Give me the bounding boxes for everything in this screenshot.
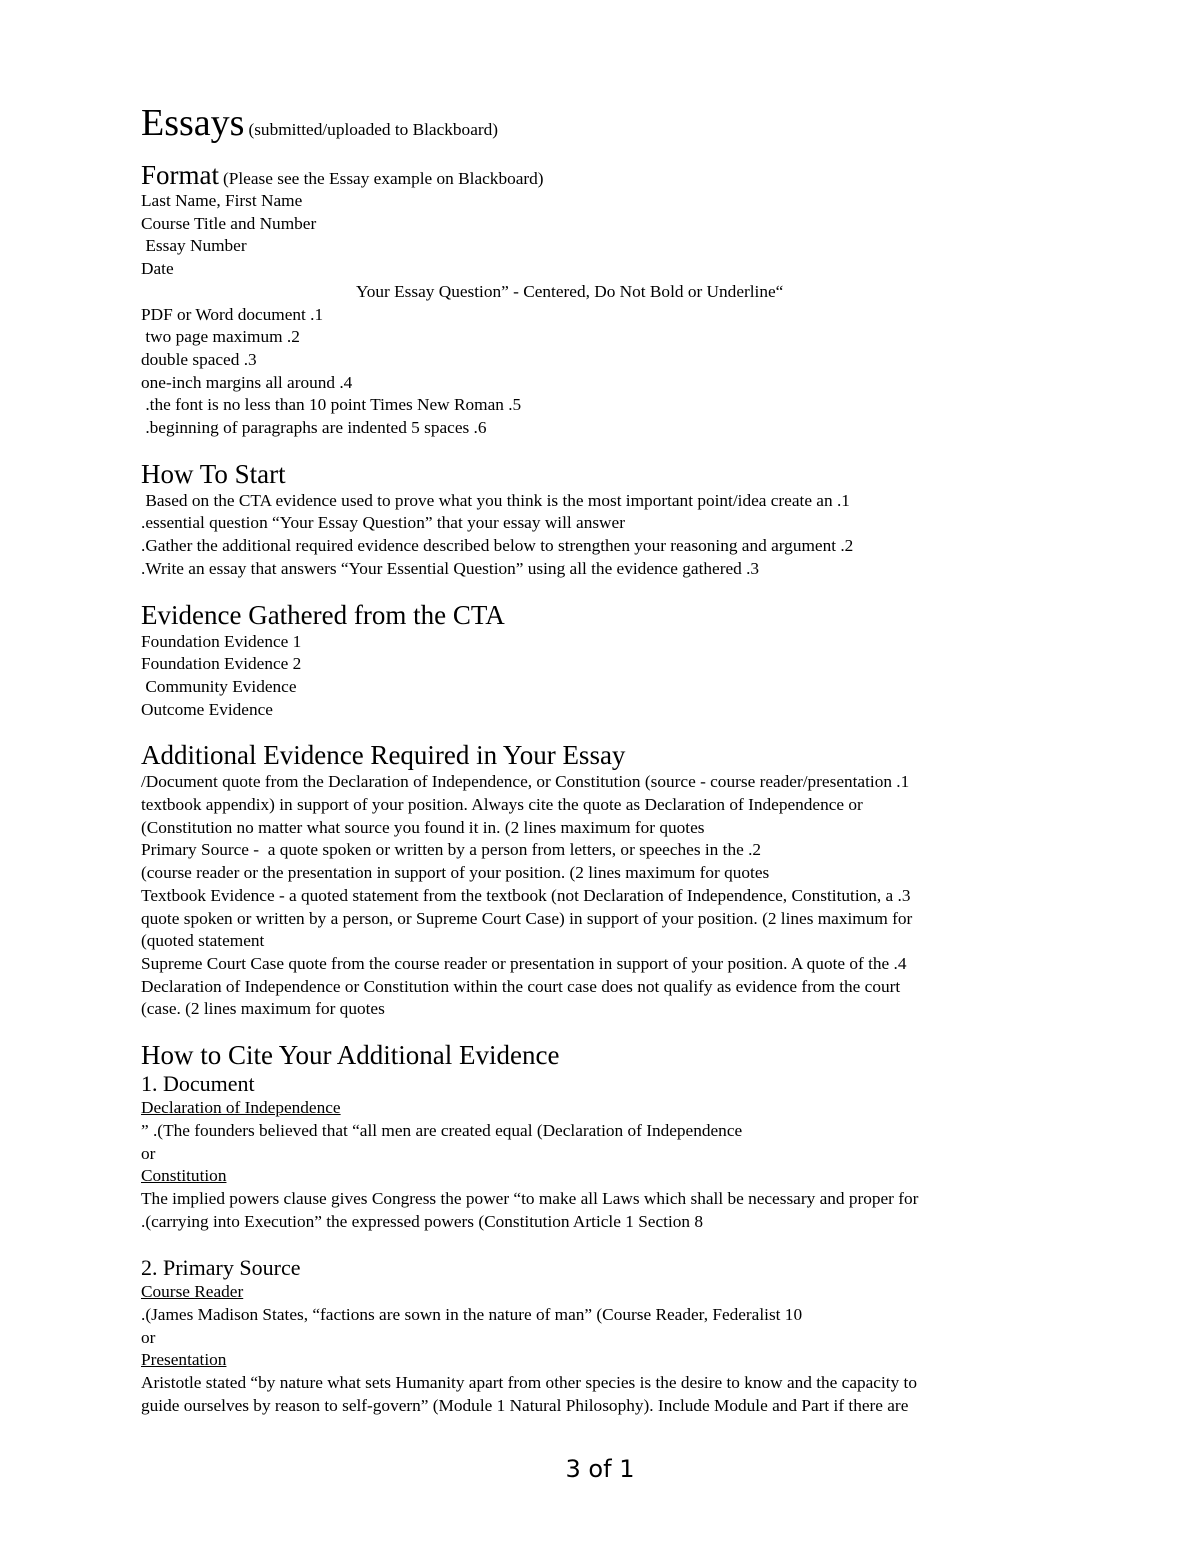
how-to-start-line: Based on the CTA evidence used to prove what you think is the most important point/idea create an .1 xyxy=(141,490,850,510)
essays-heading xyxy=(141,100,1041,146)
page-number: 3 of 1 xyxy=(565,1455,635,1483)
cite-constitution-label: Constitution xyxy=(141,1166,227,1186)
page-number-footer xyxy=(0,1454,1200,1484)
how-to-start-line: .essential question “Your Essay Question” that your essay will answer xyxy=(141,513,625,533)
essays-subtitle: (submitted/uploaded to Blackboard) xyxy=(248,120,499,139)
format-item: PDF or Word document .1 xyxy=(141,304,324,324)
additional-evidence-line: (course reader or the presentation in support of your position. (2 lines maximum for quotes xyxy=(141,863,770,883)
cite-or: or xyxy=(141,1327,156,1347)
cite-doi-example: ” .(The founders believed that “all men are created equal (Declaration of Independence xyxy=(141,1120,743,1140)
format-item: .the font is no less than 10 point Times New Roman .5 xyxy=(141,395,522,415)
format-line: Essay Number xyxy=(141,236,247,256)
format-item: two page maximum .2 xyxy=(141,327,300,347)
how-to-start-line: .Write an essay that answers “Your Essential Question” using all the evidence gathered .3 xyxy=(141,558,760,578)
format-centered-line: Your Essay Question” - Centered, Do Not Bold or Underline“ xyxy=(356,281,784,301)
format-title: Format xyxy=(141,160,219,190)
spacer xyxy=(141,1233,1041,1255)
how-to-start-line: .Gather the additional required evidence described below to strengthen your reasoning and argument .2 xyxy=(141,536,854,556)
cite-constitution-line: The implied powers clause gives Congress the power “to make all Laws which shall be necessary and proper for xyxy=(141,1188,919,1208)
cite-heading: How to Cite Your Additional Evidence xyxy=(141,1040,560,1071)
additional-evidence-line: quote spoken or written by a person, or Supreme Court Case) in support of your position. (2 lines maximum for xyxy=(141,908,913,928)
cite-presentation-line: guide ourselves by reason to self-govern” (Module 1 Natural Philosophy). Include Module and Part if there are xyxy=(141,1395,909,1415)
format-note: (Please see the Essay example on Blackboard) xyxy=(223,169,544,188)
format-heading xyxy=(141,160,1041,190)
cite-primary-heading: 2. Primary Source xyxy=(141,1255,301,1281)
cite-or: or xyxy=(141,1143,156,1163)
format-line: Date xyxy=(141,259,174,279)
additional-evidence-line: (case. (2 lines maximum for quotes xyxy=(141,999,385,1019)
cite-presentation-label: Presentation xyxy=(141,1350,227,1370)
evidence-cta-line: Foundation Evidence 2 xyxy=(141,654,302,674)
format-line: Last Name, First Name xyxy=(141,191,303,210)
additional-evidence-line: (quoted statement xyxy=(141,931,265,951)
format-item: one-inch margins all around .4 xyxy=(141,372,353,392)
cite-doi-label: Declaration of Independence xyxy=(141,1098,341,1118)
additional-evidence-line: Textbook Evidence - a quoted statement from the textbook (not Declaration of Independence, Constitution, a .3 xyxy=(141,885,911,905)
format-item: .beginning of paragraphs are indented 5 spaces .6 xyxy=(141,418,487,438)
additional-evidence-line: Declaration of Independence or Constitution within the court case does not qualify as evidence from the court xyxy=(141,976,901,996)
cite-presentation-line: Aristotle stated “by nature what sets Humanity apart from other species is the desire to know and the capacity to xyxy=(141,1373,917,1393)
cite-reader-label: Course Reader xyxy=(141,1282,244,1302)
how-to-start-heading: How To Start xyxy=(141,458,286,489)
cite-reader-example: .(James Madison States, “factions are sown in the nature of man” (Course Reader, Federalist 10 xyxy=(141,1305,803,1325)
additional-evidence-line: Supreme Court Case quote from the course reader or presentation in support of your position. A quote of the .4 xyxy=(141,953,907,973)
evidence-cta-heading: Evidence Gathered from the CTA xyxy=(141,599,505,630)
format-item: double spaced .3 xyxy=(141,349,257,369)
cite-constitution-line: .(carrying into Execution” the expressed powers (Constitution Article 1 Section 8 xyxy=(141,1211,703,1231)
document-body xyxy=(141,100,1041,1418)
essays-title: Essays xyxy=(141,102,245,144)
format-line: Course Title and Number xyxy=(141,213,317,233)
additional-evidence-line: (Constitution no matter what source you found it in. (2 lines maximum for quotes xyxy=(141,817,705,837)
evidence-cta-line: Outcome Evidence xyxy=(141,699,273,719)
evidence-cta-line: Community Evidence xyxy=(141,676,297,696)
cite-document-heading: 1. Document xyxy=(141,1071,255,1097)
additional-evidence-line: Primary Source - a quote spoken or written by a person from letters, or speeches in the .2 xyxy=(141,840,762,860)
evidence-cta-line: Foundation Evidence 1 xyxy=(141,631,302,651)
additional-evidence-line: textbook appendix) in support of your position. Always cite the quote as Declaration of Independence or xyxy=(141,795,863,815)
additional-evidence-line: /Document quote from the Declaration of Independence, or Constitution (source - course reader/presentation .1 xyxy=(141,772,910,792)
additional-evidence-heading: Additional Evidence Required in Your Essay xyxy=(141,740,626,771)
